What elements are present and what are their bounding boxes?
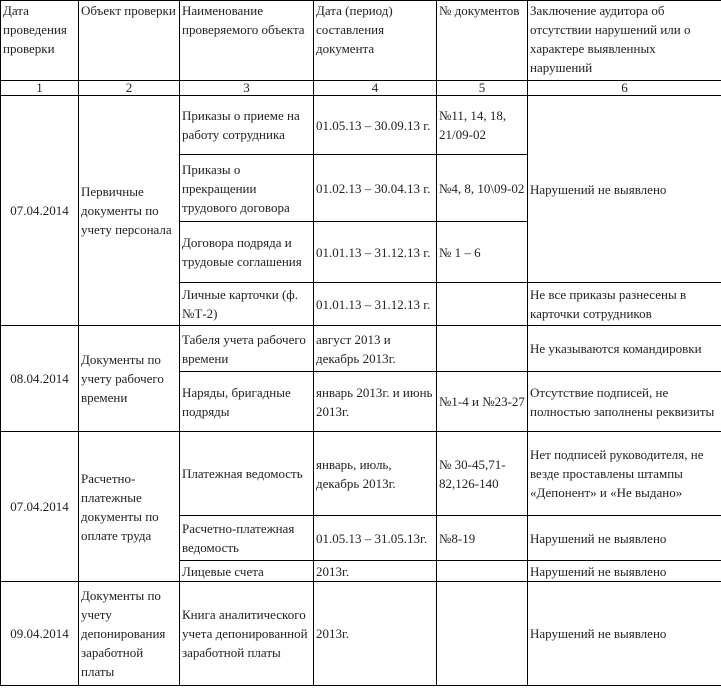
object-name-cell: Табеля учета рабочего времени [180,326,314,372]
header-conclusion: Заключение аудитора об отсутствии нарушений или о характере выявленных нарушений [528,1,721,81]
docs-cell [437,561,528,582]
header-row [1,1,721,81]
docs-cell [437,283,528,326]
column-number: 6 [528,81,721,96]
conclusion-cell: Нарушений не выявлено [528,561,721,582]
docs-cell: №11, 14, 18, 21/09-02 [437,96,528,155]
docs-cell: №1-4 и №23-27 [437,372,528,432]
column-number: 4 [314,81,437,96]
check-date-cell: 07.04.2014 [1,96,79,326]
docs-cell: №4, 8, 10\09-02 [437,155,528,222]
object-name-cell: Приказы о прекращении трудового договора [180,155,314,222]
object-name-cell: Договора подряда и трудовые соглашения [180,222,314,283]
column-number: 2 [79,81,180,96]
period-cell: 01.02.13 – 30.04.13 г. [314,155,437,222]
conclusion-cell: Нарушений не выявлено [528,516,721,561]
conclusion-cell: Отсутствие подписей, не полностью заполнены реквизиты [528,372,721,432]
header-date: Дата проведения проверки [1,1,79,81]
object-name-cell: Лицевые счета [180,561,314,582]
header-object: Объект проверки [79,1,180,81]
check-object-cell: Расчетно-платежные документы по оплате труда [79,432,180,582]
conclusion-cell: Не указываются командировки [528,326,721,372]
header-docs: № документов [437,1,528,81]
table-row [1,326,721,372]
object-name-cell: Наряды, бригадные подряды [180,372,314,432]
table-row [1,582,721,686]
docs-cell: № 30-45,71-82,126-140 [437,432,528,516]
conclusion-cell: Нет подписей руководителя, не везде проставлены штампы «Депонент» и «Не выдано» [528,432,721,516]
period-cell: 01.05.13 – 30.09.13 г. [314,96,437,155]
table-row [1,96,721,155]
column-number: 3 [180,81,314,96]
period-cell: 2013г. [314,561,437,582]
table-row [1,432,721,516]
column-number: 1 [1,81,79,96]
check-object-cell: Документы по учету рабочего времени [79,326,180,432]
docs-cell [437,582,528,686]
object-name-cell: Приказы о приеме на работу сотрудника [180,96,314,155]
header-name: Наименование проверяемого объекта [180,1,314,81]
period-cell: 2013г. [314,582,437,686]
check-date-cell: 08.04.2014 [1,326,79,432]
conclusion-cell: Нарушений не выявлено [528,582,721,686]
docs-cell [437,326,528,372]
check-object-cell: Первичные документы по учету персонала [79,96,180,326]
period-cell: январь, июль, декабрь 2013г. [314,432,437,516]
object-name-cell: Платежная ведомость [180,432,314,516]
period-cell: 01.01.13 – 31.12.13 г. [314,222,437,283]
period-cell: август 2013 и декабрь 2013г. [314,326,437,372]
conclusion-cell: Не все приказы разнесены в карточки сотрудников [528,283,721,326]
header-period: Дата (период) составления документа [314,1,437,81]
period-cell: январь 2013г. и июнь 2013г. [314,372,437,432]
object-name-cell: Личные карточки (ф. №Т-2) [180,283,314,326]
check-object-cell: Документы по учету депонирования заработной платы [79,582,180,686]
object-name-cell: Книга аналитического учета депонированной заработной платы [180,582,314,686]
period-cell: 01.05.13 – 31.05.13г. [314,516,437,561]
docs-cell: № 1 – 6 [437,222,528,283]
docs-cell: №8-19 [437,516,528,561]
object-name-cell: Расчетно-платежная ведомость [180,516,314,561]
column-number: 5 [437,81,528,96]
check-date-cell: 09.04.2014 [1,582,79,686]
conclusion-cell: Нарушений не выявлено [528,96,721,283]
check-date-cell: 07.04.2014 [1,432,79,582]
column-number-row [1,81,721,96]
period-cell: 01.01.13 – 31.12.13 г. [314,283,437,326]
